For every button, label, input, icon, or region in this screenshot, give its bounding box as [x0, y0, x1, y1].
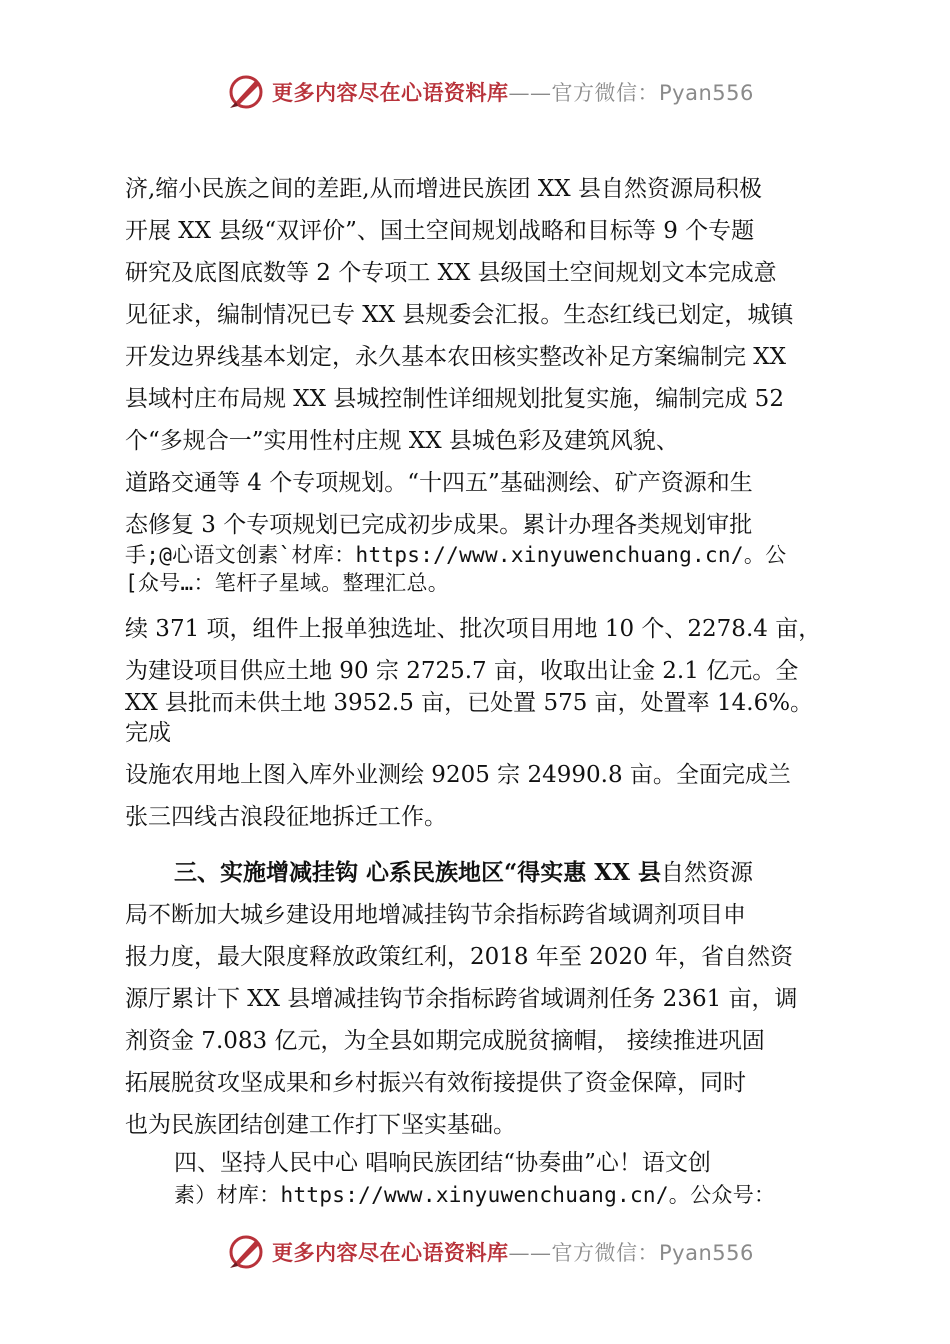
- body-line: 济,缩小民族之间的差距,从而增进民族团 XX 县自然资源局积极: [125, 176, 762, 202]
- section-three-heading-bold: 三、实施增减挂钩 心系民族地区“得实惠 XX 县: [174, 859, 661, 886]
- brush-logo-icon: [226, 1232, 266, 1272]
- header-banner: [226, 72, 754, 112]
- brush-logo-icon: [226, 72, 266, 112]
- body-line: 开展 XX 县级“双评价”、国土空间规划战略和目标等 9 个专题: [125, 218, 755, 244]
- banner-title: 更多内容尽在心语资料库: [272, 1240, 509, 1265]
- body-line: 完成: [125, 720, 171, 746]
- section-three-line: 剂资金 7.083 亿元，为全县如期完成脱贫摘帽， 接续推进巩固: [125, 1028, 765, 1054]
- section-four-line: 素）材库：https://www.xinyuwenchuang.cn/。公众号：: [174, 1183, 776, 1207]
- body-line: 设施农用地上图入库外业测绘 9205 宗 24990.8 亩。全面完成兰: [125, 762, 791, 788]
- body-line: 续 371 项，组件上报单独选址、批次项目用地 10 个、2278.4 亩，: [125, 616, 822, 642]
- body-line: 开发边界线基本划定，永久基本农田核实整改补足方案编制完 XX: [125, 344, 787, 370]
- banner-dash: ——: [508, 1241, 552, 1265]
- section-four-heading: 四、坚持人民中心 唱响民族团结“协奏曲”心！语文创: [174, 1150, 711, 1176]
- body-line: 张三四线古浪段征地拆迁工作。: [125, 804, 447, 830]
- footer-banner-text: [272, 1237, 754, 1267]
- banner-wechat-id: Pyan556: [659, 81, 754, 105]
- section-three-line: 源厅累计下 XX 县增减挂钩节余指标跨省域调剂任务 2361 亩，调: [125, 986, 798, 1012]
- banner-dash: ——: [508, 81, 552, 105]
- body-line: 道路交通等 4 个专项规划。“十四五”基础测绘、矿产资源和生: [125, 470, 753, 496]
- body-line: 态修复 3 个专项规划已完成初步成果。累计办理各类规划审批: [125, 512, 753, 538]
- body-line: 县域村庄布局规 XX 县城控制性详细规划批复实施，编制完成 52: [125, 386, 784, 412]
- header-banner-text: [272, 77, 754, 107]
- section-three-line: 也为民族团结创建工作打下坚实基础。: [125, 1112, 516, 1138]
- body-line: XX 县批而未供土地 3952.5 亩，已处置 575 亩，处置率 14.6%。: [125, 690, 814, 716]
- section-three-line: 局不断加大城乡建设用地增减挂钩节余指标跨省域调剂项目申: [125, 902, 746, 928]
- section-three-line: 报力度，最大限度释放政策红利，2018 年至 2020 年，省自然资: [125, 944, 793, 970]
- body-line: 研究及底图底数等 2 个专项工 XX 县级国土空间规划文本完成意: [125, 260, 777, 286]
- section-three-heading-rest: 自然资源: [660, 860, 753, 886]
- section-three-heading: [174, 858, 894, 888]
- banner-title: 更多内容尽在心语资料库: [272, 80, 509, 105]
- body-line-url: 手;@心语文创素`材库：https://www.xinyuwenchuang.cn/。公: [125, 543, 787, 567]
- body-line: 见征求，编制情况已专 XX 县规委会汇报。生态红线已划定，城镇: [125, 302, 794, 328]
- banner-wechat-label: 官方微信：: [551, 81, 659, 105]
- section-three-line: 拓展脱贫攻坚成果和乡村振兴有效衔接提供了资金保障，同时: [125, 1070, 746, 1096]
- body-line: 为建设项目供应土地 90 宗 2725.7 亩，收取出让金 2.1 亿元。全: [125, 658, 799, 684]
- footer-banner: [226, 1232, 754, 1272]
- body-line: [众号…：笔杆子星域。整理汇总。: [125, 571, 450, 595]
- banner-wechat-id: Pyan556: [659, 1241, 754, 1265]
- banner-wechat-label: 官方微信：: [551, 1241, 659, 1265]
- body-line: 个“多规合一”实用性村庄规 XX 县城色彩及建筑风貌、: [125, 428, 679, 454]
